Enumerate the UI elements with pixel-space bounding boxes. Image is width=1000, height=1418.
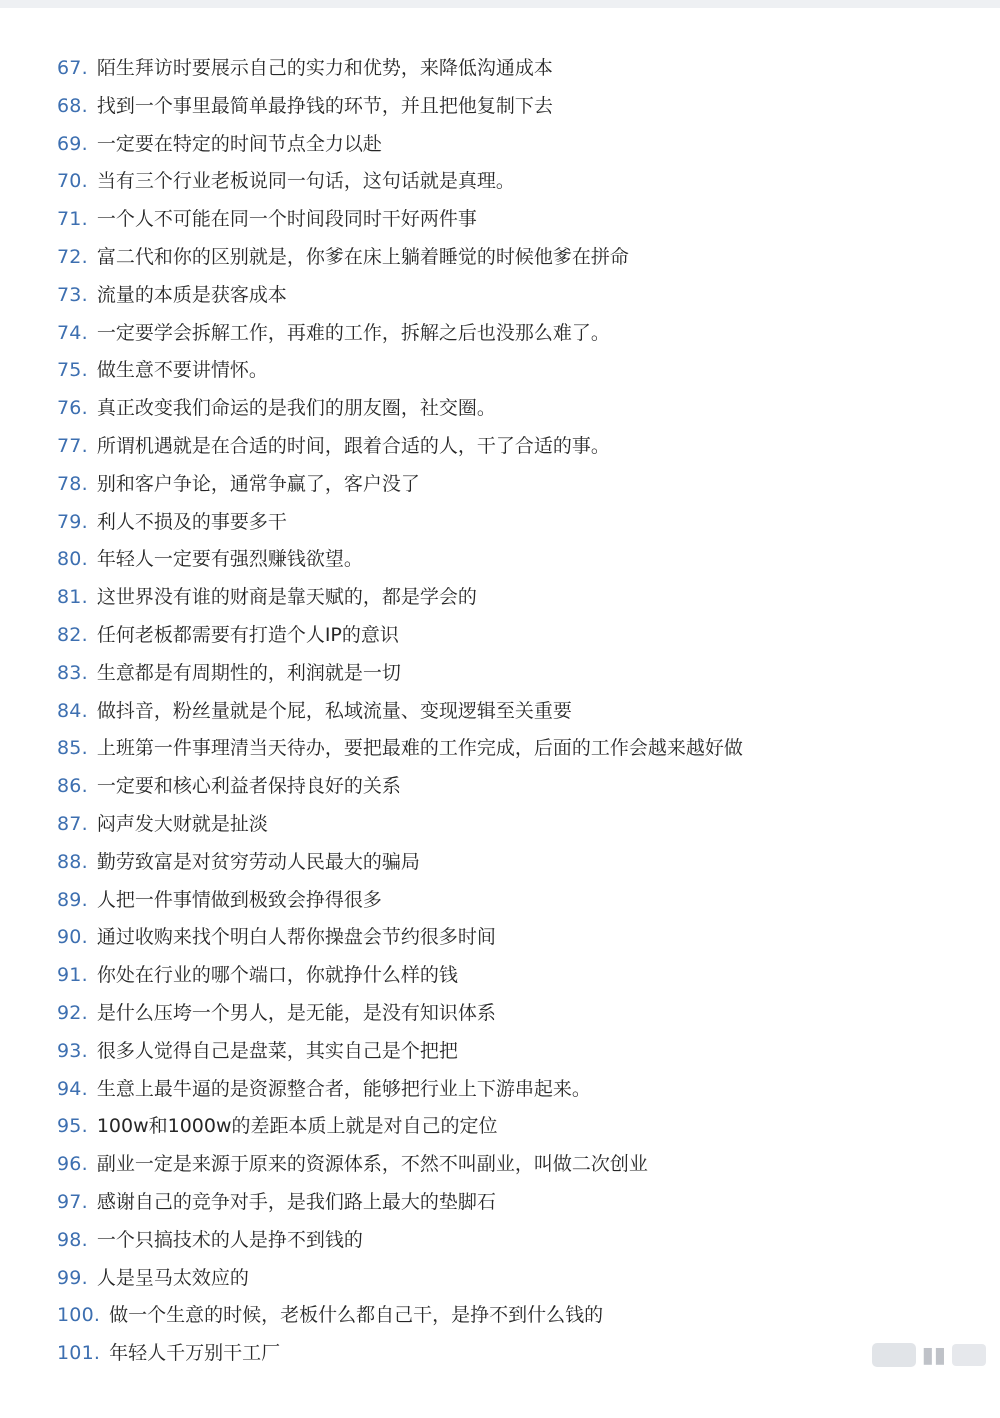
item-text: 是什么压垮一个男人，是无能，是没有知识体系 <box>96 1001 496 1024</box>
item-text: 通过收购来找个明白人帮你操盘会节约很多时间 <box>96 926 496 949</box>
list-item <box>57 1146 977 1184</box>
item-number: 72. <box>57 245 88 268</box>
list-item <box>57 844 977 882</box>
list-item <box>57 1184 977 1222</box>
list-item <box>57 957 977 995</box>
item-number: 95. <box>57 1115 88 1138</box>
list-item <box>57 50 977 88</box>
list-item <box>57 428 977 466</box>
item-number: 99. <box>57 1266 88 1289</box>
list-item <box>57 466 977 504</box>
item-number: 93. <box>57 1039 88 1062</box>
item-number: 67. <box>57 57 88 79</box>
item-number: 79. <box>57 510 88 533</box>
item-text: 当有三个行业老板说同一句话，这句话就是真理。 <box>96 170 515 193</box>
item-text: 人是呈马太效应的 <box>96 1266 249 1289</box>
list-item <box>57 768 977 806</box>
list-item <box>57 882 977 920</box>
item-text: 富二代和你的区别就是，你爹在床上躺着睡觉的时候他爹在拼命 <box>96 245 629 268</box>
item-number: 73. <box>57 283 88 306</box>
item-text: 一定要在特定的时间节点全力以赴 <box>96 132 382 155</box>
list-item <box>57 730 977 768</box>
list-item <box>57 693 977 731</box>
item-text: 很多人觉得自己是盘菜，其实自己是个把把 <box>96 1039 458 1062</box>
item-text: 勤劳致富是对贫穷劳动人民最大的骗局 <box>96 850 420 873</box>
item-text: 上班第一件事理清当天待办，要把最难的工作完成，后面的工作会越来越好做 <box>96 737 743 760</box>
watermark-badge-icon <box>952 1344 986 1366</box>
list-item <box>57 201 977 239</box>
item-number: 89. <box>57 888 88 911</box>
list-item <box>57 126 977 164</box>
item-text: 任何老板都需要有打造个人IP的意识 <box>96 623 399 646</box>
list-item <box>57 1108 977 1146</box>
list-item <box>57 1335 977 1373</box>
numbered-list <box>57 50 977 1373</box>
item-number: 83. <box>57 661 88 684</box>
item-number: 86. <box>57 775 88 798</box>
list-item <box>57 1222 977 1260</box>
item-text: 找到一个事里最简单最挣钱的环节，并且把他复制下去 <box>96 94 553 117</box>
list-item <box>57 995 977 1033</box>
list-item <box>57 390 977 428</box>
list-item <box>57 1071 977 1109</box>
list-item <box>57 919 977 957</box>
item-number: 100. <box>57 1304 101 1327</box>
item-text: 一定要学会拆解工作，再难的工作，拆解之后也没那么难了。 <box>96 321 610 344</box>
item-number: 96. <box>57 1153 88 1176</box>
item-number: 69. <box>57 132 88 155</box>
item-number: 68. <box>57 94 88 117</box>
top-band <box>0 0 1000 8</box>
list-item <box>57 1297 977 1335</box>
item-text: 流量的本质是获客成本 <box>96 283 287 306</box>
item-text: 真正改变我们命运的是我们的朋友圈，社交圈。 <box>96 397 496 420</box>
item-text: 100w和1000w的差距本质上就是对自己的定位 <box>96 1115 498 1138</box>
watermark-logo-icon <box>872 1343 916 1367</box>
item-number: 75. <box>57 359 88 382</box>
item-number: 91. <box>57 964 88 987</box>
item-text: 做抖音，粉丝量就是个屁，私域流量、变现逻辑至关重要 <box>96 699 572 722</box>
watermark <box>872 1340 986 1370</box>
item-number: 84. <box>57 699 88 722</box>
item-text: 年轻人千万别干工厂 <box>109 1342 281 1365</box>
item-number: 70. <box>57 170 88 193</box>
item-text: 副业一定是来源于原来的资源体系，不然不叫副业，叫做二次创业 <box>96 1153 648 1176</box>
item-text: 一个人不可能在同一个时间段同时干好两件事 <box>96 208 477 231</box>
item-text: 所谓机遇就是在合适的时间，跟着合适的人，干了合适的事。 <box>96 434 610 457</box>
list-item <box>57 1260 977 1298</box>
item-number: 74. <box>57 321 88 344</box>
item-number: 90. <box>57 926 88 949</box>
item-text: 利人不损及的事要多干 <box>96 510 287 533</box>
list-item <box>57 617 977 655</box>
item-text: 做生意不要讲情怀。 <box>96 359 268 382</box>
item-number: 80. <box>57 548 88 571</box>
item-number: 92. <box>57 1001 88 1024</box>
list-item <box>57 1033 977 1071</box>
item-number: 98. <box>57 1228 88 1251</box>
item-text: 这世界没有谁的财商是靠天赋的，都是学会的 <box>96 586 477 609</box>
list-item <box>57 239 977 277</box>
item-number: 77. <box>57 434 88 457</box>
item-text: 陌生拜访时要展示自己的实力和优势，来降低沟通成本 <box>96 57 553 79</box>
list-item <box>57 352 977 390</box>
item-number: 85. <box>57 737 88 760</box>
item-text: 感谢自己的竞争对手，是我们路上最大的垫脚石 <box>96 1190 496 1213</box>
item-text: 年轻人一定要有强烈赚钱欲望。 <box>96 548 363 571</box>
list-item <box>57 163 977 201</box>
item-text: 生意都是有周期性的，利润就是一切 <box>96 661 401 684</box>
item-number: 82. <box>57 623 88 646</box>
item-number: 81. <box>57 586 88 609</box>
item-text: 人把一件事情做到极致会挣得很多 <box>96 888 382 911</box>
item-number: 78. <box>57 472 88 495</box>
list-item <box>57 277 977 315</box>
item-number: 71. <box>57 208 88 231</box>
watermark-pause-icon: ▮▮ <box>921 1342 946 1368</box>
item-number: 76. <box>57 397 88 420</box>
list-item <box>57 315 977 353</box>
list-item <box>57 88 977 126</box>
item-number: 94. <box>57 1077 88 1100</box>
item-number: 88. <box>57 850 88 873</box>
item-text: 一个只搞技术的人是挣不到钱的 <box>96 1228 363 1251</box>
list-item <box>57 541 977 579</box>
item-text: 做一个生意的时候，老板什么都自己干，是挣不到什么钱的 <box>109 1304 604 1327</box>
item-number: 97. <box>57 1190 88 1213</box>
item-text: 闷声发大财就是扯淡 <box>96 812 268 835</box>
item-text: 生意上最牛逼的是资源整合者，能够把行业上下游串起来。 <box>96 1077 591 1100</box>
list-item <box>57 504 977 542</box>
item-text: 别和客户争论，通常争赢了，客户没了 <box>96 472 420 495</box>
list-item <box>57 655 977 693</box>
item-text: 一定要和核心利益者保持良好的关系 <box>96 775 401 798</box>
list-item <box>57 806 977 844</box>
list-item <box>57 579 977 617</box>
item-number: 101. <box>57 1342 101 1365</box>
item-text: 你处在行业的哪个端口，你就挣什么样的钱 <box>96 964 458 987</box>
item-number: 87. <box>57 812 88 835</box>
